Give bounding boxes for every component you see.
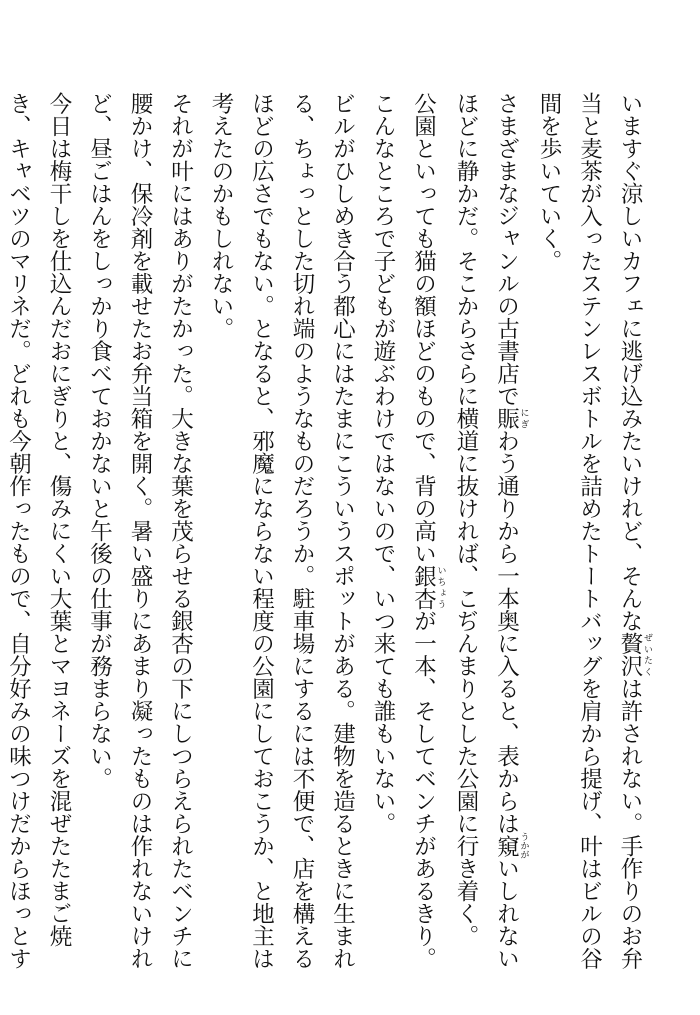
ruby-reading: ぜいたく: [642, 632, 652, 677]
ruby-base: 賑: [493, 407, 520, 430]
text-run: さまざまなジャンルの古書店で: [493, 92, 520, 407]
ruby-base: 窺: [493, 832, 520, 860]
paragraph: [79, 92, 201, 972]
text-run: は許されない。手作りのお弁当と麦茶が入ったステンレスボトルを詰めたトートバッグを肩から提げ、叶はビルの谷間を歩いていく。: [536, 92, 643, 970]
text-run: わう通りから一本奥に入ると、表からは: [493, 429, 520, 835]
ruby-base: 銀杏: [410, 564, 437, 610]
ruby-base: 贅沢: [617, 632, 643, 677]
ruby-reading: にぎ: [518, 407, 529, 430]
ruby-word: [493, 407, 529, 430]
text-run: 今日は梅干しを仕込んだおにぎりと、傷みにくい大葉とマヨネーズを混ぜたたまご焼き、キャベツのマリネだ。どれも今朝作ったもので、自分好みの味つけだからほっとす: [5, 92, 72, 970]
text-run: が一本、そしてベンチがあるきり。こんなところで子どもが遊ぶわけではないので、いつ来ても誰もいない。: [370, 92, 437, 970]
paragraph: [529, 92, 653, 972]
paragraph: [446, 92, 529, 972]
text-run: ビルがひしめき合う都心にはたまにこういうスポットがある。建物を造るときに生まれる、ちょっとした切れ端のようなものだろうか。駐車場にするには不便で、店を構えるほどの広さでもない。となると、邪魔にならない程度の公園にしておこうか、と地主は考えたのかもしれない。: [208, 92, 356, 970]
vertical-text-body: [5, 92, 652, 972]
text-run: それが叶にはありがたかった。大きな葉を茂らせる銀杏の下にしつらえられたベンチに腰かけ、保冷剤を載せたお弁当箱を開く。暑い盛りにあまり凝ったものは作れないけれど、昼ごはんをしっかり食べておかないと午後の仕事が務まらない。: [86, 92, 194, 970]
ruby-reading: うかが: [518, 832, 529, 860]
ruby-word: [493, 832, 529, 860]
text-run: いしれないほどに静かだ。そこからさらに横道に抜ければ、こぢんまりとした公園に行き着く。: [453, 92, 520, 970]
ruby-reading: いちょう: [435, 564, 446, 610]
paragraph: [201, 92, 363, 972]
ruby-word: [410, 564, 446, 610]
text-run: いますぐ涼しいカフェに逃げ込みたいけれど、そんな: [617, 92, 643, 632]
paragraph: [363, 92, 446, 972]
paragraph: [0, 92, 79, 972]
ruby-word: [617, 632, 652, 677]
text-run: 公園といっても猫の額ほどのもので、背の高い: [410, 92, 437, 565]
